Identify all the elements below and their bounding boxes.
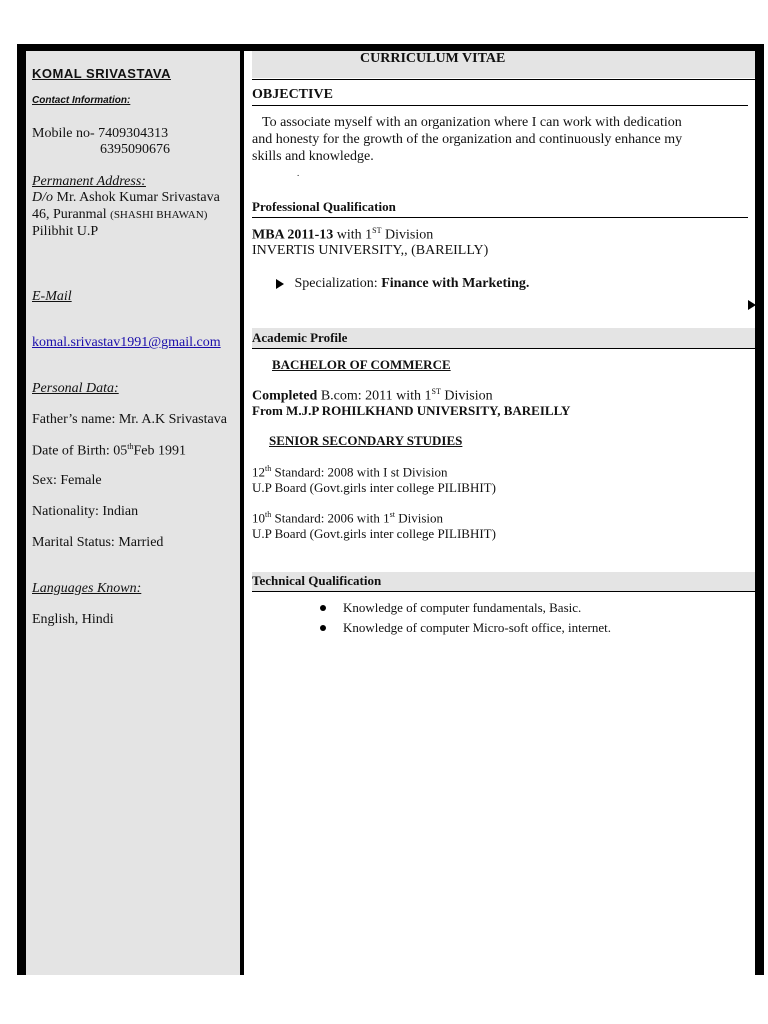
bullet-icon <box>320 605 326 611</box>
nationality: Nationality: Indian <box>32 504 139 519</box>
academic-rule <box>252 348 755 349</box>
languages: English, Hindi <box>32 612 114 627</box>
column-divider <box>240 44 244 975</box>
technical-rule <box>252 591 755 592</box>
marital-status: Marital Status: Married <box>32 535 164 550</box>
objective-heading: OBJECTIVE <box>252 87 333 102</box>
title-rule <box>252 79 755 80</box>
father-name: Father’s name: Mr. A.K Srivastava <box>32 412 227 427</box>
personal-data-heading: Personal Data: <box>32 381 119 396</box>
std10-line: 10th Standard: 2006 with 1st Division <box>252 510 444 526</box>
sex: Sex: Female <box>32 473 102 488</box>
std12-line: 12th Standard: 2008 with I st Division <box>252 464 448 480</box>
std10-board: U.P Board (Govt.girls inter college PILIBHIT) <box>252 526 496 541</box>
mba-line: MBA 2011-13 with 1ST Division <box>252 226 434 243</box>
specialization-line: Specialization: Finance with Marketing. <box>276 276 529 292</box>
mba-university: INVERTIS UNIVERSITY,, (BAREILLY) <box>252 243 489 258</box>
address-line-2: 46, Puranmal (SHASHI BHAWAN) <box>32 207 208 222</box>
languages-heading: Languages Known: <box>32 581 142 596</box>
email-link[interactable]: komal.srivastav1991@gmail.com <box>32 335 221 350</box>
professional-rule <box>252 217 748 218</box>
address-line-3: Pilibhit U.P <box>32 224 99 239</box>
technical-heading: Technical Qualification <box>252 573 382 588</box>
objective-line-2: and honesty for the growth of the organization and continuously enhance my <box>252 132 683 147</box>
bcom-line: Completed B.com: 2011 with 1ST Division <box>252 387 493 404</box>
bullet-icon <box>320 625 326 631</box>
email-heading: E-Mail <box>32 289 72 304</box>
page-border-left <box>17 44 26 975</box>
objective-line-3: skills and knowledge. <box>252 149 374 164</box>
tech-item-2: Knowledge of computer Micro-soft office, internet. <box>343 620 611 635</box>
bcom-university: From M.J.P ROHILKHAND UNIVERSITY, BAREILLY <box>252 403 571 418</box>
page-title: CURRICULUM VITAE <box>360 51 506 66</box>
tech-item-1: Knowledge of computer fundamentals, Basic. <box>343 600 582 615</box>
page-border-top <box>17 44 764 51</box>
date-of-birth: Date of Birth: 05thFeb 1991 <box>32 442 186 459</box>
senior-secondary-heading: SENIOR SECONDARY STUDIES <box>269 433 463 448</box>
address-heading: Permanent Address: <box>32 174 146 189</box>
address-line-1: D/o Mr. Ashok Kumar Srivastava <box>32 190 220 205</box>
bcom-heading: BACHELOR OF COMMERCE <box>272 357 451 372</box>
arrow-bullet-icon <box>276 279 284 289</box>
academic-heading: Academic Profile <box>252 330 348 345</box>
arrow-bullet-icon <box>748 296 756 314</box>
page-border-right <box>755 44 764 975</box>
contact-heading: Contact Information: <box>32 95 131 106</box>
objective-dot: . <box>297 168 300 178</box>
objective-rule <box>252 105 748 106</box>
mobile-number-2: 6395090676 <box>100 142 170 157</box>
objective-line-1: To associate myself with an organization where I can work with dedication <box>262 115 682 130</box>
candidate-name: KOMAL SRIVASTAVA <box>32 66 171 81</box>
mobile-number: Mobile no- 7409304313 <box>32 126 169 141</box>
std12-board: U.P Board (Govt.girls inter college PILIBHIT) <box>252 480 496 495</box>
professional-heading: Professional Qualification <box>252 199 396 214</box>
